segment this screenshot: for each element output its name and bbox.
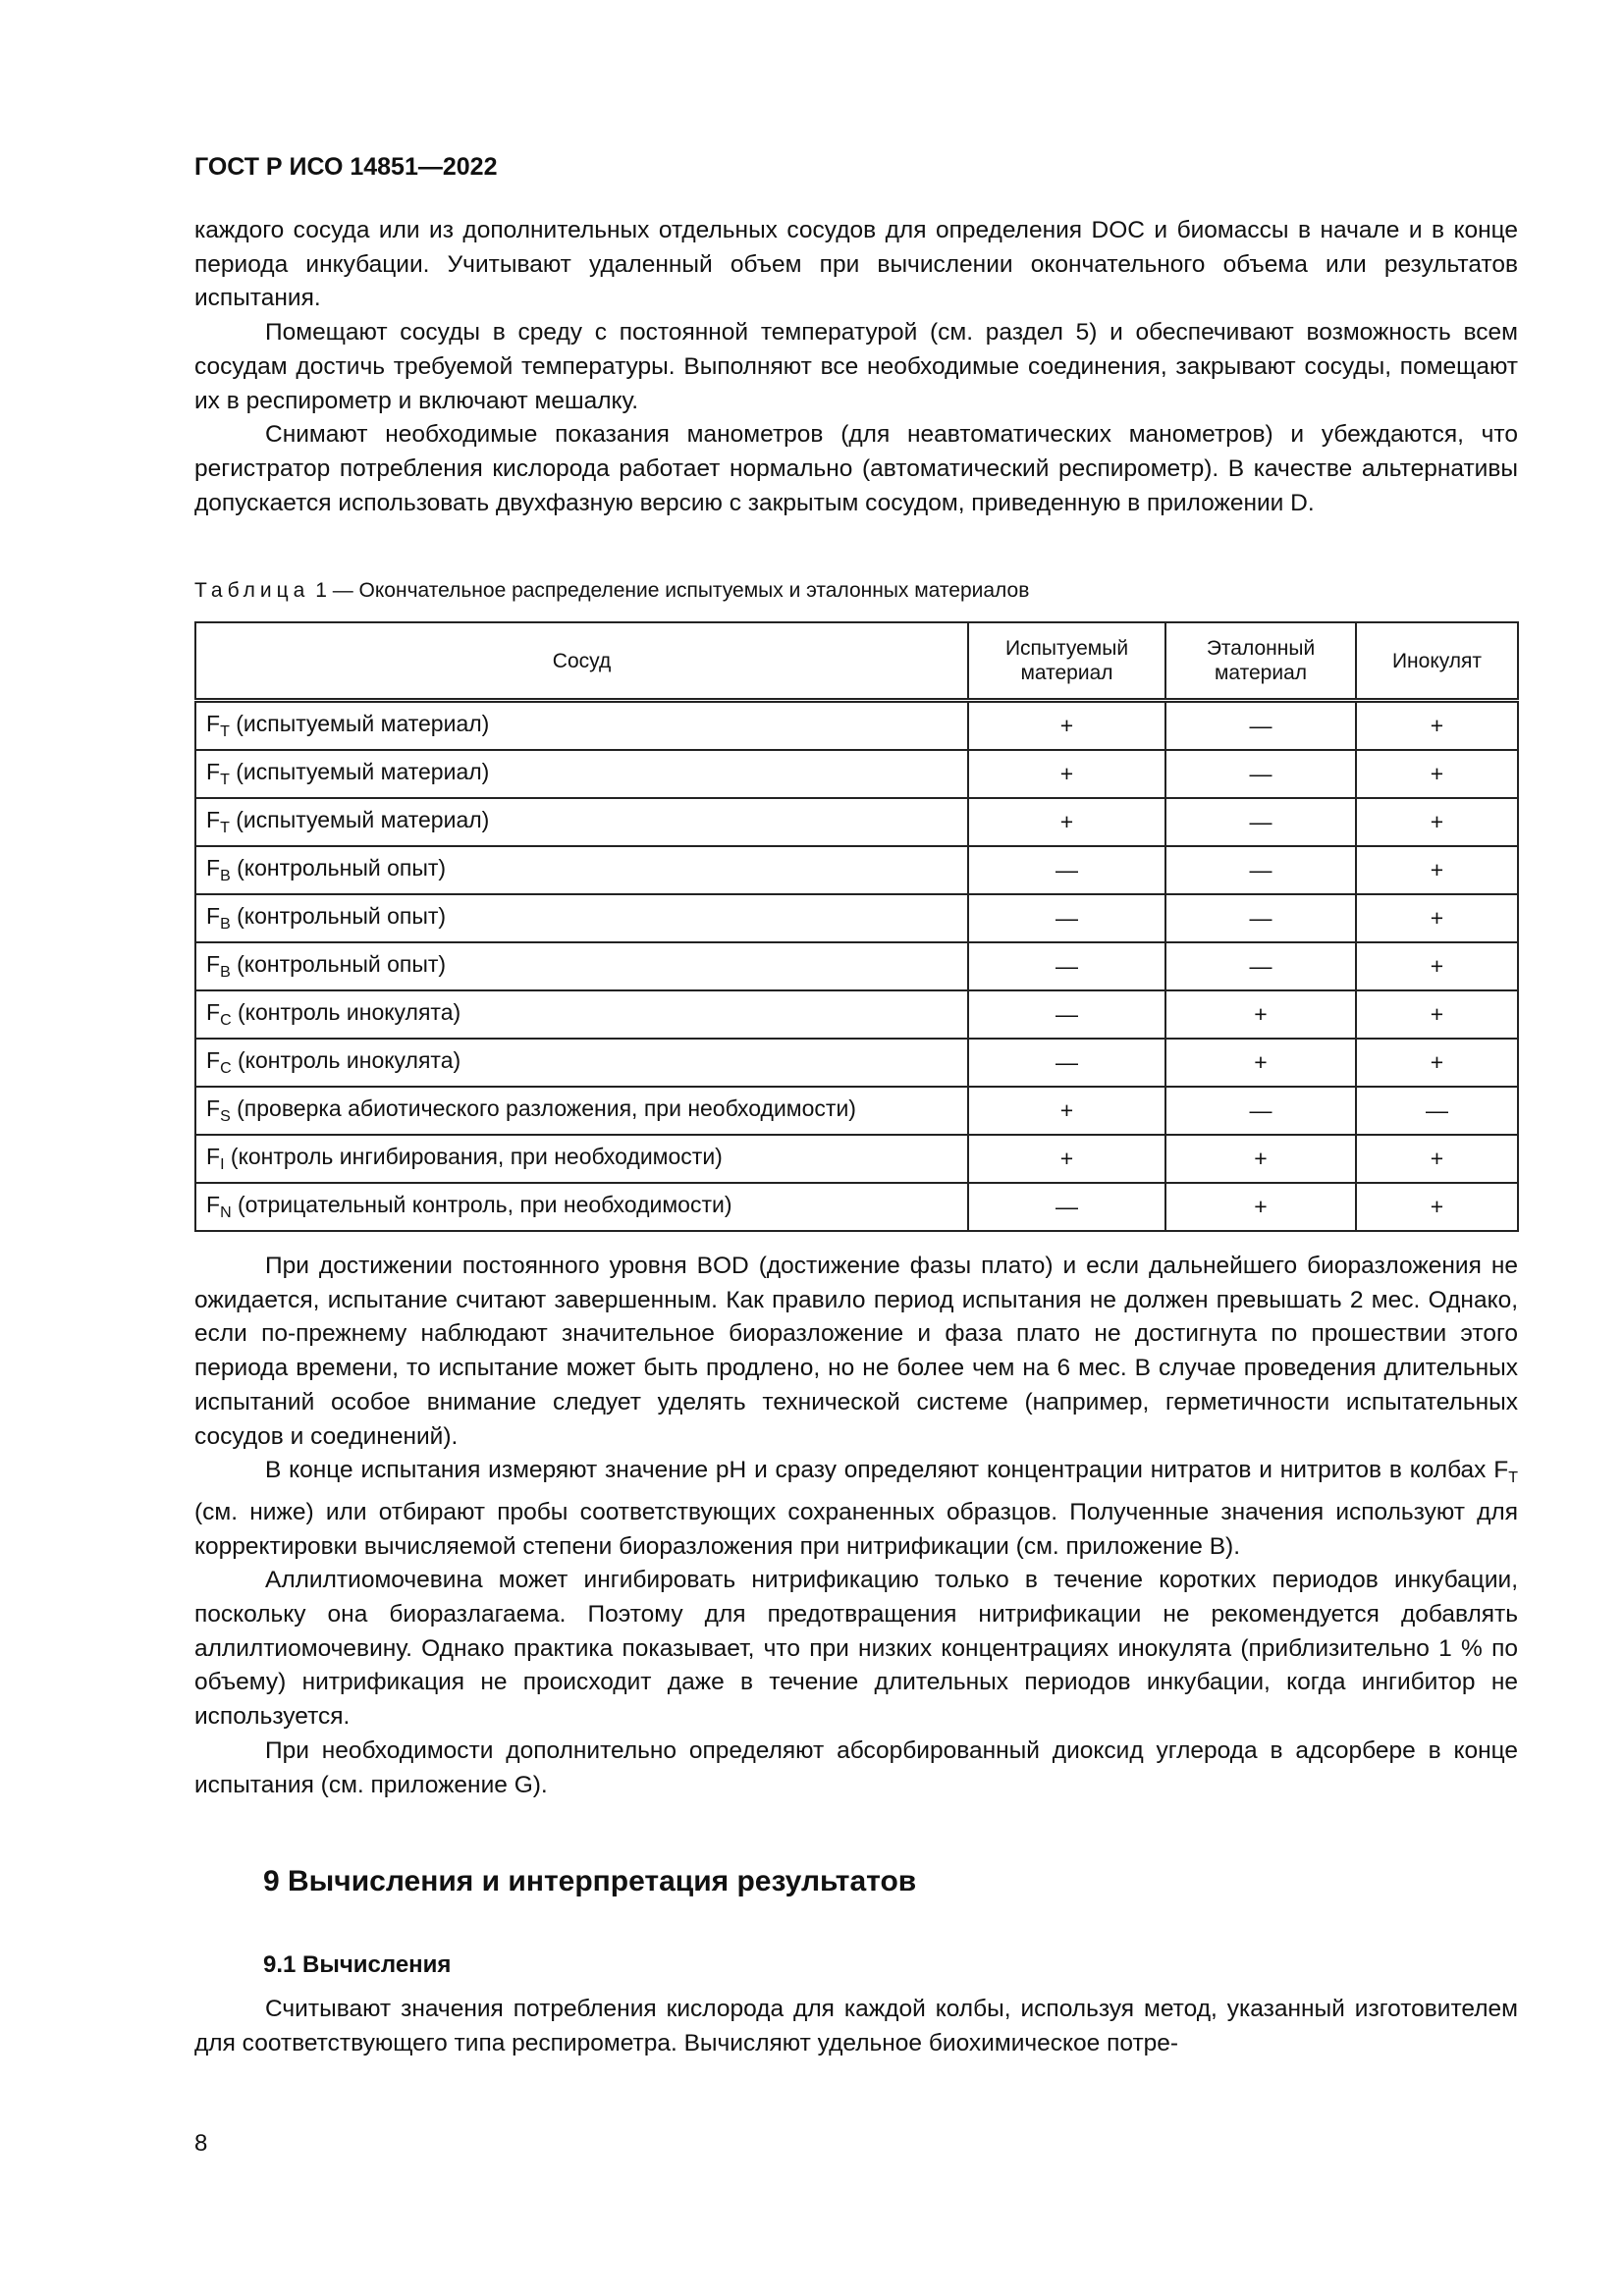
mark-cell: + [968, 750, 1165, 798]
section-heading: 9 Вычисления и интерпретация результатов [263, 1865, 917, 1897]
vessel-cell [195, 1039, 968, 1087]
flask-subscript: B [220, 916, 231, 933]
table-caption [194, 579, 1029, 603]
vessel-cell [195, 701, 968, 751]
flask-symbol: F [206, 807, 221, 832]
mark-cell: — [968, 1039, 1165, 1087]
table-row [195, 990, 1518, 1039]
header-cell: Инокулят [1356, 622, 1518, 701]
flask-symbol: F [206, 999, 221, 1025]
mark-cell: — [1165, 701, 1356, 751]
paragraph: Аллилтиомочевина может ингибировать нитрификацию только в течение коротких периодов инкубации, поскольку она биоразлагаема. Поэтому для предотвращения нитрификации не рекомендуется добавлять аллилтиомочевину. Однако практика показывает, что при низких концентрациях инокулята (приблизительно 1 % по объему) нитрификация не происходит даже в течение длительных периодов инкубации, когда ингибитор не используется. [194, 1567, 1518, 1731]
mark-cell: + [968, 1087, 1165, 1135]
flask-symbol: F [206, 951, 221, 977]
flask-subscript: B [220, 868, 231, 884]
mark-cell: + [1356, 1039, 1518, 1087]
table-row [195, 1039, 1518, 1087]
mark-cell: — [1165, 798, 1356, 846]
table-row [195, 846, 1518, 894]
mark-cell: — [1165, 894, 1356, 942]
table-row [195, 798, 1518, 846]
flask-symbol: F [206, 711, 221, 736]
mark-cell: + [1356, 894, 1518, 942]
flask-subscript: T [220, 723, 230, 740]
table-row [195, 1087, 1518, 1135]
text-block-mid [194, 1250, 1518, 1802]
vessel-cell [195, 750, 968, 798]
flask-subscript: T [220, 772, 230, 788]
caption-text: 1 — Окончательное распределение испытуемых и эталонных материалов [315, 579, 1030, 602]
mark-cell: — [968, 942, 1165, 990]
flask-symbol: F [206, 759, 221, 784]
table-row [195, 1135, 1518, 1183]
vessel-desc: (испытуемый материал) [236, 711, 490, 736]
text-block-top [194, 214, 1518, 520]
text-block-last [194, 1993, 1518, 2060]
vessel-cell [195, 990, 968, 1039]
mark-cell: — [1165, 750, 1356, 798]
header-cell: Эталонный материал [1165, 622, 1356, 701]
mark-cell: + [1165, 1135, 1356, 1183]
mark-cell: — [1165, 846, 1356, 894]
vessel-desc: (испытуемый материал) [236, 807, 490, 832]
mark-cell: + [1356, 1183, 1518, 1231]
paragraph: Снимают необходимые показания манометров (для неавтоматических манометров) и убеждаются, что регистратор потребления кислорода работает нормально (автоматический респирометр). В качестве альтернативы допускается использовать двухфазную версию с закрытым сосудом, приведенную в приложении D. [194, 421, 1518, 516]
mark-cell: + [968, 798, 1165, 846]
distribution-table [194, 621, 1519, 1232]
mark-cell: + [1165, 990, 1356, 1039]
vessel-cell [195, 1183, 968, 1231]
vessel-cell [195, 942, 968, 990]
vessel-desc: (отрицательный контроль, при необходимости) [238, 1192, 732, 1217]
mark-cell: + [1165, 1039, 1356, 1087]
flask-subscript: S [220, 1108, 231, 1125]
text: (см. ниже) или отбирают пробы соответствующих сохраненных образцов. Полученные значения используют для корректировки вычисляемой степени биоразложения при нитрификации (см. приложение B). [194, 1498, 1518, 1560]
page-number: 8 [194, 2130, 208, 2157]
flask-subscript: I [220, 1156, 225, 1173]
table-row [195, 1183, 1518, 1231]
mark-cell: — [1165, 942, 1356, 990]
table-header-row [195, 622, 1518, 701]
mark-cell: — [968, 990, 1165, 1039]
flask-subscript: C [220, 1012, 232, 1029]
document-header: ГОСТ Р ИСО 14851—2022 [194, 153, 498, 181]
vessel-desc: (контрольный опыт) [237, 903, 447, 929]
vessel-desc: (контроль ингибирования, при необходимости) [230, 1144, 723, 1169]
vessel-cell [195, 846, 968, 894]
mark-cell: + [1356, 750, 1518, 798]
paragraph: Помещают сосуды в среду с постоянной температурой (см. раздел 5) и обеспечивают возможность всем сосудам достичь требуемой температуры. Выполняют все необходимые соединения, закрывают сосуды, помещают их в респирометр и включают мешалку. [194, 319, 1518, 414]
flask-symbol: F [206, 1192, 221, 1217]
vessel-cell [195, 1087, 968, 1135]
paragraph [194, 1454, 1518, 1564]
text: В конце испытания измеряют значение pH и сразу определяют концентрации нитратов и нитритов в колбах F [265, 1457, 1509, 1484]
flask-symbol: F [206, 855, 221, 881]
flask-subscript: C [220, 1060, 232, 1077]
paragraph: каждого сосуда или из дополнительных отдельных сосудов для определения DOC и биомассы в начале и в конце периода инкубации. Учитывают удаленный объем при вычислении окончательного объема или результатов испытания. [194, 217, 1518, 312]
vessel-desc: (контрольный опыт) [237, 855, 447, 881]
mark-cell: — [968, 1183, 1165, 1231]
subscript: T [1508, 1469, 1518, 1487]
vessel-cell [195, 894, 968, 942]
mark-cell: + [1356, 990, 1518, 1039]
mark-cell: + [968, 701, 1165, 751]
header-cell: Сосуд [195, 622, 968, 701]
vessel-cell [195, 798, 968, 846]
header-cell: Испытуемый материал [968, 622, 1165, 701]
mark-cell: + [1356, 1135, 1518, 1183]
caption-prefix: Таблица [194, 579, 310, 602]
vessel-cell [195, 1135, 968, 1183]
vessel-desc: (контроль инокулята) [238, 1047, 461, 1073]
flask-subscript: B [220, 964, 231, 981]
mark-cell: + [1356, 846, 1518, 894]
mark-cell: + [1356, 701, 1518, 751]
table-row [195, 750, 1518, 798]
mark-cell: + [1165, 1183, 1356, 1231]
flask-symbol: F [206, 1144, 221, 1169]
flask-symbol: F [206, 1047, 221, 1073]
vessel-desc: (испытуемый материал) [236, 759, 490, 784]
vessel-desc: (контроль инокулята) [238, 999, 461, 1025]
paragraph: При достижении постоянного уровня BOD (достижение фазы плато) и если дальнейшего биоразложения не ожидается, испытание считают завершенным. Как правило период испытания не должен превышать 2 мес. Однако, если по-прежнему наблюдают значительное биоразложение и фаза плато не достигнута по прошествии этого периода времени, то испытание может быть продлено, но не более чем на 6 мес. В случае проведения длительных испытаний особое внимание следует уделять технической системе (например, герметичности испытательных сосудов и соединений). [194, 1253, 1518, 1450]
vessel-desc: (проверка абиотического разложения, при необходимости) [237, 1095, 856, 1121]
vessel-desc: (контрольный опыт) [237, 951, 447, 977]
flask-subscript: N [220, 1204, 232, 1221]
mark-cell: — [968, 894, 1165, 942]
table-row [195, 894, 1518, 942]
mark-cell: + [1356, 798, 1518, 846]
paragraph: Считывают значения потребления кислорода для каждой колбы, используя метод, указанный изготовителем для соответствующего типа респирометра. Вычисляют удельное биохимическое потре- [194, 1996, 1518, 2056]
flask-symbol: F [206, 1095, 221, 1121]
table-row [195, 942, 1518, 990]
mark-cell: — [1356, 1087, 1518, 1135]
flask-subscript: T [220, 820, 230, 836]
mark-cell: — [1165, 1087, 1356, 1135]
mark-cell: + [968, 1135, 1165, 1183]
table-row [195, 701, 1518, 751]
subsection-heading: 9.1 Вычисления [263, 1951, 452, 1978]
mark-cell: + [1356, 942, 1518, 990]
paragraph: При необходимости дополнительно определяют абсорбированный диоксид углерода в адсорбере в конце испытания (см. приложение G). [194, 1736, 1518, 1798]
flask-symbol: F [206, 903, 221, 929]
mark-cell: — [968, 846, 1165, 894]
